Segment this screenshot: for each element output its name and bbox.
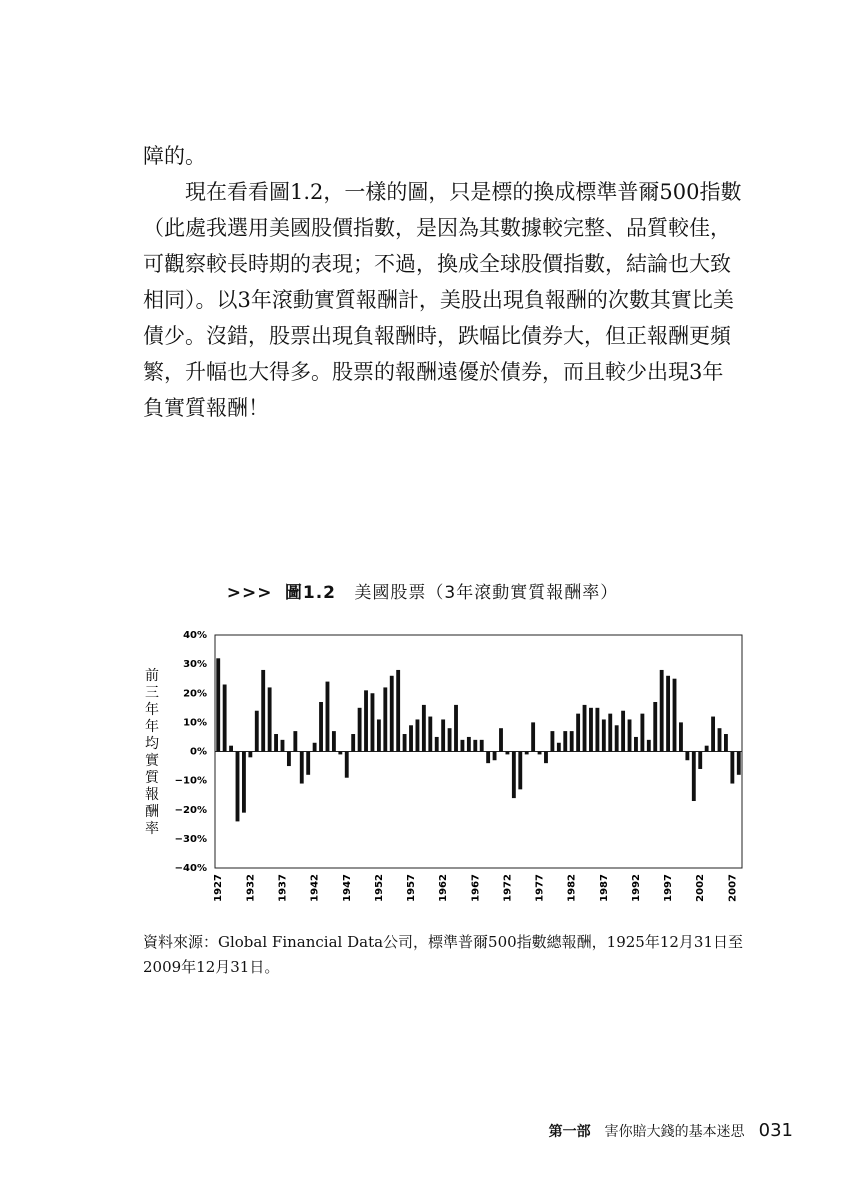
x-tick-label: 1947 [341,874,353,902]
bar [435,737,439,752]
bar [281,740,285,752]
bar [711,717,715,752]
y-tick-label: 0% [190,746,207,758]
y-tick-label: −40% [174,863,207,874]
bar [377,719,381,751]
bar [364,690,368,751]
bar [306,752,310,775]
y-tick-label: 40% [183,630,207,641]
bar [255,711,259,752]
body-text [143,138,743,426]
bar [673,679,677,752]
x-tick-label: 1997 [663,874,675,902]
bar [287,752,291,767]
bar [512,752,516,799]
bar [448,728,452,751]
bar [409,725,413,751]
bar [319,702,323,752]
y-tick-label: 10% [183,717,207,729]
bar [660,670,664,752]
bar [358,708,362,752]
bar [236,752,240,822]
bar [229,746,233,752]
bar [602,719,606,751]
bar [326,682,330,752]
x-tick-label: 1952 [373,874,385,902]
bar [563,731,567,751]
bar [486,752,490,764]
x-axis-ticks [213,874,738,902]
bar [223,685,227,752]
bar [634,737,638,752]
bar [653,702,657,752]
bar [351,734,355,751]
bar [595,708,599,752]
bar [416,719,420,751]
page-footer [549,1120,793,1141]
bar [274,734,278,751]
bar [473,740,477,752]
figure-arrows-icon: >>> [226,583,273,603]
bar [493,752,497,761]
bar [261,670,265,752]
y-axis-ticks [175,630,207,874]
bar [538,752,542,755]
x-tick-label: 1957 [406,874,418,902]
x-tick-label: 1982 [566,874,578,902]
x-tick-label: 1937 [277,874,289,902]
bar [557,743,561,752]
bar [525,752,529,755]
y-tick-label: −20% [174,804,207,816]
bar [403,734,407,751]
bar [628,719,632,751]
bar [396,670,400,752]
bar [293,731,297,751]
text-paragraph: 現在看看圖1.2，一樣的圖，只是標的換成標準普爾500指數（此處我選用美國股價指數，是因為其數據較完整、品質較佳，可觀察較長時期的表現；不過，換成全球股價指數，結論也大致相同）。以3年滾動實質報酬計，美股出現負報酬的次數其實比美債少。沒錯，股票出現負報酬時，跌幅比債券大，但正報酬更頻繁，升幅也大得多。股票的報酬遠優於債券，而且較少出現3年負實質報酬！ [143,180,742,420]
bar [737,752,741,775]
bar [608,714,612,752]
y-tick-label: 30% [183,659,207,671]
bar [345,752,349,778]
footer-title: 害你賠大錢的基本迷思 [604,1124,745,1140]
bars [216,658,740,821]
x-tick-label: 2002 [695,874,707,902]
bar [505,752,509,755]
bar [467,737,471,752]
bar [338,752,342,755]
bar [371,693,375,751]
y-axis-label [145,668,160,837]
x-tick-label: 1972 [502,874,514,902]
bar [428,717,432,752]
x-tick-label: 1967 [470,874,482,902]
bar [589,708,593,752]
bar [454,705,458,752]
bar [692,752,696,802]
x-tick-label: 1942 [309,874,321,902]
y-tick-label: −10% [174,775,207,787]
bar [718,728,722,751]
bar [640,714,644,752]
figure-caption: 美國股票（3年滾動實質報酬率） [354,583,619,603]
bar [313,743,317,752]
y-tick-label: −30% [174,833,207,845]
bar [390,676,394,752]
bar [730,752,734,784]
bar [705,746,709,752]
bar [583,705,587,752]
bar [518,752,522,790]
bar [621,711,625,752]
bar [422,705,426,752]
page-number: 031 [758,1120,793,1141]
bar [576,714,580,752]
bar [461,740,465,752]
x-tick-label: 1992 [630,874,642,902]
footer-part: 第一部 [548,1124,591,1140]
bar [480,740,484,752]
bar [679,722,683,751]
bar [724,734,728,751]
x-tick-label: 1927 [213,874,225,902]
y-axis-title: 前三年年均實質報酬率 [145,668,159,837]
bar [300,752,304,784]
bar [615,725,619,751]
x-tick-label: 1962 [438,874,450,902]
figure-number: 圖1.2 [284,583,337,603]
bar [242,752,246,813]
bar [332,731,336,751]
bar [531,722,535,751]
bar [698,752,702,769]
bar [666,676,670,752]
bar [647,740,651,752]
bar [499,728,503,751]
x-tick-label: 1987 [598,874,610,902]
bar [441,719,445,751]
bar [216,658,220,751]
x-tick-label: 1932 [245,874,257,902]
bar [685,752,689,761]
bar [383,687,387,751]
bar [544,752,548,764]
bar [248,752,252,758]
bar [570,731,574,751]
y-tick-label: 20% [183,688,207,700]
bar-chart [0,600,845,930]
text-line-top: 障的。 [143,144,206,168]
x-tick-label: 1977 [534,874,546,902]
bar [550,731,554,751]
source-note: 資料來源：Global Financial Data公司，標準普爾500指數總報酬，1925年12月31日至2009年12月31日。 [143,933,744,976]
bar [268,687,272,751]
x-tick-label: 2007 [727,874,739,902]
